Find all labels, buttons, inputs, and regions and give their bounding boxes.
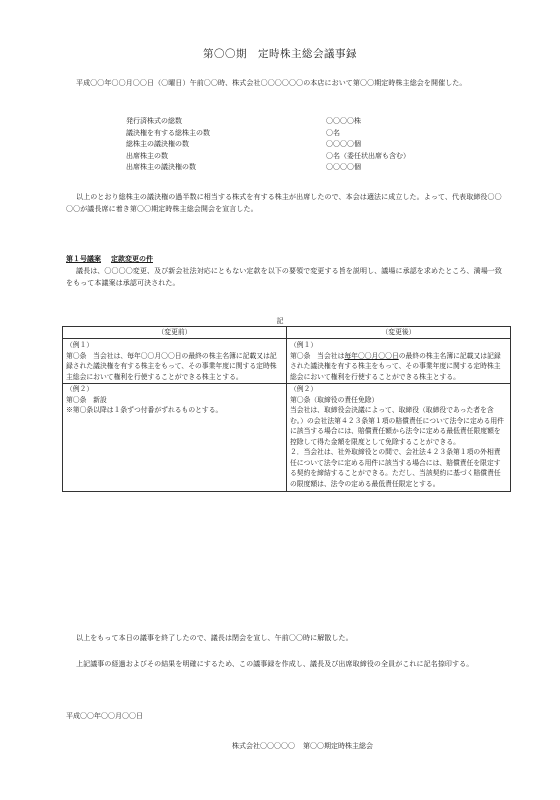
stat-row: 出席株主の数 〇名（委任状出席も含む）	[126, 151, 410, 160]
example-block: （例２） 第〇条 新設 ※第〇条以降は１条ずつ付番がずれるものとする。	[66, 385, 223, 414]
page-title: 第〇〇期 定時株主総会議事録	[203, 48, 357, 60]
quorum-paragraph: 以上のとおり総株主の議決権の過半数に相当する株式を有する株主が出席したので、本会は適法に成立した。よって、代表取締役〇〇〇〇が議長席に着き第〇〇期定時株主総会開会を宣言した。	[66, 193, 502, 213]
agenda-name: 定款変更の件	[111, 254, 153, 263]
stat-row: 総株主の議決権の数 〇〇〇〇個	[126, 140, 361, 149]
closing-paragraph: 以上をもって本日の議事を終了したので、議長は閉会を宣し、午前〇〇時に解散した。	[76, 634, 353, 642]
opening-paragraph: 平成〇〇年〇〇月〇〇日（〇曜日）午前〇〇時、株式会社〇〇〇〇〇〇の本店において第〇〇期定時株主総会を開催した。	[76, 79, 467, 87]
signature-line	[232, 741, 373, 751]
example-block: （例１） 第〇条 当会社は、毎年〇〇月〇〇日の最終の株主名簿に記載又は記録された議決権を有する株主をもって、その事業年度に関する定時株主総会において権利を行使することができる株主とする。	[63, 340, 286, 384]
share-statistics	[126, 116, 466, 174]
agenda-number: 第１号議案	[66, 254, 101, 263]
document-date: 平成〇〇年〇〇月〇〇日	[66, 712, 143, 720]
record-paragraph: 上記議事の経過およびその結果を明確にするため、この議事録を作成し、議長及び出席取締役の全員がこれに記名捺印する。	[76, 660, 474, 668]
agenda-body: 議長は、〇〇〇〇変更、及び新会社法対応にともない定款を以下の要領で変更する旨を説明し、議場に承認を求めたところ、満場一致をもって本議案は承認可決された。	[66, 267, 502, 287]
underlined-change: 毎年〇〇月〇〇日	[344, 351, 399, 360]
example-block: （例１） 第〇条 当会社は毎年〇〇月〇〇日の最終の株主名簿に記載又は記録された議決権を有する株主をもって、その事業年度に関する定時株主総会において権利を行使することができる株主とする。	[287, 340, 510, 384]
after-cell	[287, 339, 511, 492]
example-block: （例２） 第〇条（取締役の責任免除） 当会社は、取締役会決議によって、取締役（取締役であった者を含む。）の会社法第４２３条第１項の賠償責任について法令に定める用件に該当する場合には、賠償責任額から法令に定める最低責任限度額を控除して得た金額を限度として免除することができる。 ２．当会社は、社外取締役との間で、会社法４２３条第１項の外相責任について法令に定める用件に該当する場合には、賠償責任を限定する契約を締結することができる。ただし、当該契約に基づく賠償責任の限度額は、法令の定める最低責任限定とする。	[290, 385, 504, 488]
agenda-heading	[66, 254, 163, 264]
stat-row: 議決権を有する総株主の数 〇名	[126, 128, 340, 137]
company-name: 株式会社〇〇〇〇〇	[232, 742, 295, 750]
stat-row: 出席株主の議決権の数 〇〇〇〇個	[126, 163, 361, 172]
meeting-name: 第〇〇期定時株主総会	[303, 742, 373, 750]
before-cell	[63, 339, 287, 492]
amendment-table	[62, 326, 511, 492]
column-header-after: （変更後）	[287, 327, 511, 339]
ki-mark: 記	[276, 317, 284, 325]
stat-row: 発行済株式の総数 〇〇〇〇株	[126, 117, 361, 125]
column-header-before: （変更前）	[63, 327, 287, 339]
